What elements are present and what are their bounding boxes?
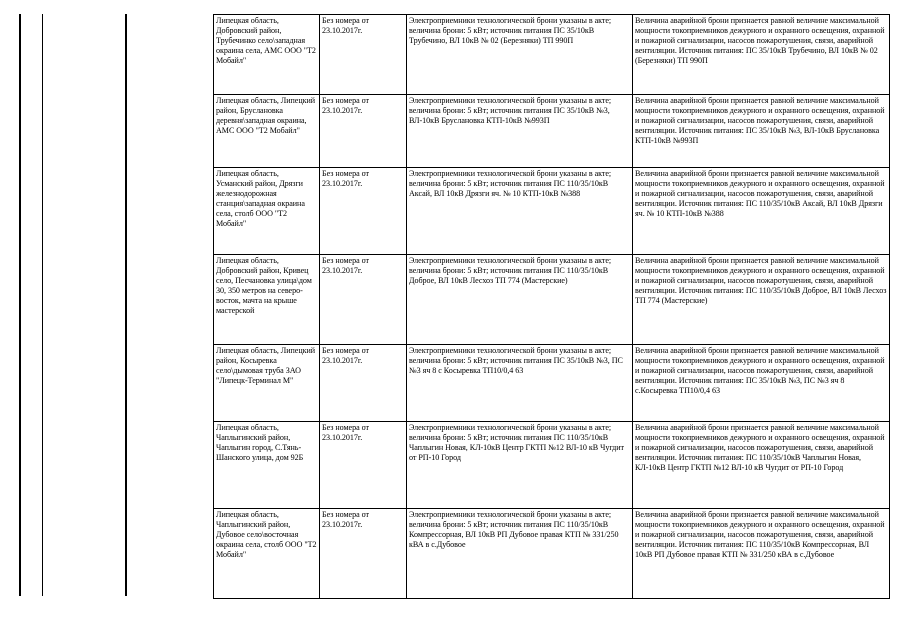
document-number-cell: Без номера от 23.10.2017г. [320, 95, 407, 168]
document-number-cell: Без номера от 23.10.2017г. [320, 255, 407, 345]
table-body [214, 15, 890, 599]
location-cell: Липецкая область, Добровский район, Кривец село, Песчановка улица\дом 30, 350 метров на северо-восток, мачта на крыше мастерской [214, 255, 320, 345]
emergency-reserve-cell: Величина аварийной брони признается равной величине максимальной мощности токоприемников дежурного и охранного освещения, охранной и пожарной сигнализации, насосов пожаротушения, связи, аварийной вентиляции. Источник питания: ПС 110/35/10кВ Аксай, ВЛ 10кВ Дрязги яч. № 10 КТП-10кВ №388 [633, 168, 890, 255]
location-cell: Липецкая область, Чаплыгинский район, Чаплыгин город, С.Тянь-Шанского улица, дом 92Б [214, 422, 320, 509]
location-cell: Липецкая область, Усманский район, Дрязги железнодорожная станция\западная окраина села, столб ООО "Т2 Мобайл" [214, 168, 320, 255]
location-cell: Липецкая область, Липецкий район, Бруслановка деревня\западная окраина, АМС ООО "Т2 Мобайл" [214, 95, 320, 168]
emergency-reserve-cell: Величина аварийной брони признается равной величине максимальной мощности токоприемников дежурного и охранного освещения, охранной и пожарной сигнализации, насосов пожаротушения, связи, аварийной вентиляции. Источник питания: ПС 35/10кВ №3, ВЛ-10кВ Бруслановка КТП-10кВ №993П [633, 95, 890, 168]
technological-reserve-cell: Электроприемники технологической брони указаны в акте; величина брони: 5 кВт; источник питания ПС 110/35/10кВ Доброе, ВЛ 10кВ Лесхоз ТП 774 (Мастерские) [407, 255, 633, 345]
power-reservation-table [213, 14, 890, 599]
location-cell: Липецкая область, Добровский район, Трубечинко село\западная окраина села, АМС ООО "Т2 Мобайл" [214, 15, 320, 95]
emergency-reserve-cell: Величина аварийной брони признается равной величине максимальной мощности токоприемников дежурного и охранного освещения, охранной и пожарной сигнализации, насосов пожаротушения, связи, аварийной вентиляции. Источник питания: ПС 35/10кВ №3, ПС №3 яч 8 с.Косыревка ТП10/0,4 63 [633, 345, 890, 422]
emergency-reserve-cell: Величина аварийной брони признается равной величине максимальной мощности токоприемников дежурного и охранного освещения, охранной и пожарной сигнализации, насосов пожаротушения, связи, аварийной вентиляции. Источник питания: ПС 110/35/10кВ Компрессорная, ВЛ 10кВ РП Дубовое правая КТП № 331/250 кВА в с.Дубовое [633, 509, 890, 599]
table-row [214, 15, 890, 95]
emergency-reserve-cell: Величина аварийной брони признается равной величине максимальной мощности токоприемников дежурного и охранного освещения, охранной и пожарной сигнализации, насосов пожаротушения, связи, аварийной вентиляции. Источник питания: ПС 110/35/10кВ Чаплыгин Новая, КЛ-10кВ Центр ГКТП №12 ВЛ-10 кВ Чугдит от РП-10 Город [633, 422, 890, 509]
technological-reserve-cell: Электроприемники технологической брони указаны в акте; величина брони: 5 кВт; источник питания ПС 35/10кВ №3, ВЛ-10кВ Бруслановка КТП-10кВ №993П [407, 95, 633, 168]
technological-reserve-cell: Электроприемники технологической брони указаны в акте; величина брони: 5 кВт; источник питания ПС 110/35/10кВ Компрессорная, ВЛ 10кВ РП Дубовое правая КТП № 331/250 кВА в с.Дубовое [407, 509, 633, 599]
location-cell: Липецкая область, Липецкий район, Косыревка село\дымовая труба ЗАО "Липецк-Терминал М" [214, 345, 320, 422]
location-cell: Липецкая область, Чаплыгинский район, Дубовое село\восточная окраина села, столб ООО "Т2 Мобайл" [214, 509, 320, 599]
table-row [214, 255, 890, 345]
emergency-reserve-cell: Величина аварийной брони признается равной величине максимальной мощности токоприемников дежурного и охранного освещения, охранной и пожарной сигнализации, насосов пожаротушения, связи, аварийной вентиляции. Источник питания: ПС 110/35/10кВ Доброе, ВЛ 10кВ Лесхоз ТП 774 (Мастерские) [633, 255, 890, 345]
document-number-cell: Без номера от 23.10.2017г. [320, 422, 407, 509]
left-rule-1 [19, 14, 21, 596]
technological-reserve-cell: Электроприемники технологической брони указаны в акте; величина брони: 5 кВт; источник питания ПС 35/10кВ №3, ПС №3 яч 8 с Косыревка ТП10/0,4 63 [407, 345, 633, 422]
document-number-cell: Без номера от 23.10.2017г. [320, 168, 407, 255]
technological-reserve-cell: Электроприемники технологической брони указаны в акте; величина брони: 5 кВт; источник питания ПС 35/10кВ Трубечино, ВЛ 10кВ № 02 (Березняки) ТП 990П [407, 15, 633, 95]
left-rule-2 [42, 14, 43, 596]
document-number-cell: Без номера от 23.10.2017г. [320, 15, 407, 95]
table-row [214, 168, 890, 255]
table-row [214, 509, 890, 599]
document-number-cell: Без номера от 23.10.2017г. [320, 509, 407, 599]
emergency-reserve-cell: Величина аварийной брони признается равной величине максимальной мощности токоприемников дежурного и охранного освещения, охранной и пожарной сигнализации, насосов пожаротушения, связи, аварийной вентиляции. Источник питания: ПС 35/10кВ Трубечино, ВЛ 10кВ № 02 (Березняки) ТП 990П [633, 15, 890, 95]
technological-reserve-cell: Электроприемники технологической брони указаны в акте; величина брони: 5 кВт; источник питания ПС 110/35/10кВ Аксай, ВЛ 10кВ Дрязги яч. № 10 КТП-10кВ №388 [407, 168, 633, 255]
document-number-cell: Без номера от 23.10.2017г. [320, 345, 407, 422]
technological-reserve-cell: Электроприемники технологической брони указаны в акте; величина брони: 5 кВт; источник питания ПС 110/35/10кВ Чаплыгин Новая, КЛ-10кВ Центр ГКТП №12 ВЛ-10 кВ Чугдит от РП-10 Город [407, 422, 633, 509]
table-row [214, 345, 890, 422]
table-row [214, 422, 890, 509]
table-row [214, 95, 890, 168]
left-rule-3 [125, 14, 127, 596]
